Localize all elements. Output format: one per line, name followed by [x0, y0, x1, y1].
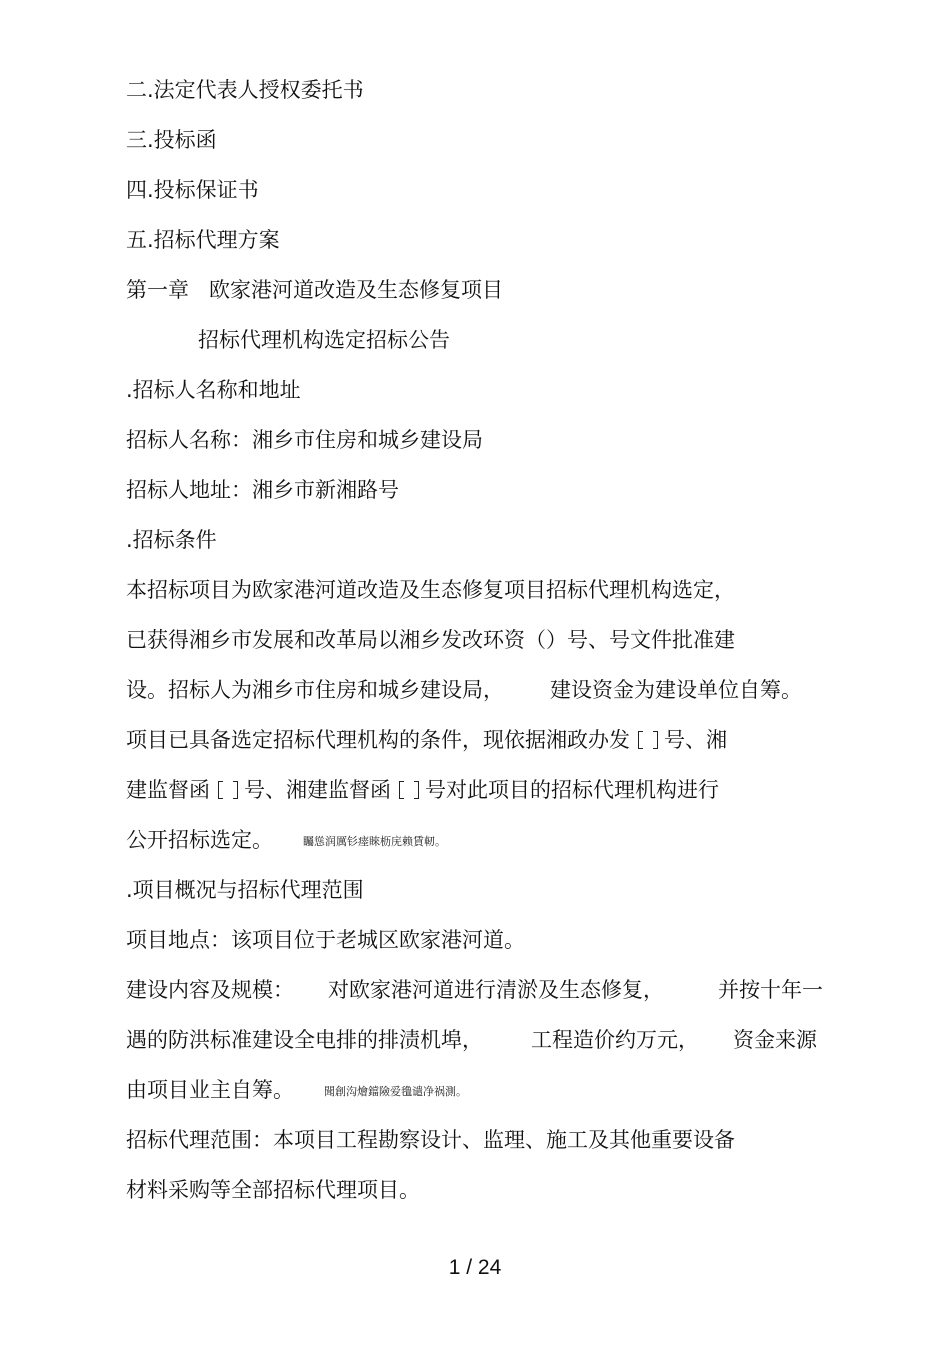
paragraph-line: [126, 726, 727, 754]
chapter-subheading: 招标代理机构选定招标公告: [198, 328, 450, 352]
paragraph-segment: 建设资金为建设单位自筹。: [550, 678, 802, 702]
paragraph-line: 招标人地址：湘乡市新湘路号: [126, 478, 399, 502]
paragraph-segment: 工程造价约万元，: [531, 1028, 699, 1052]
paragraph-segment: 遇的防洪标准建设全电排的排渍机埠，: [126, 1028, 483, 1052]
section-heading: .项目概况与招标代理范围: [126, 878, 364, 902]
paragraph-line: [126, 776, 719, 804]
paragraph-segment: 建设内容及规模：: [126, 978, 294, 1002]
bracket-right-icon: [653, 731, 658, 749]
paragraph-line: [126, 976, 823, 1004]
paragraph-line: [126, 676, 802, 704]
paragraph-line: [126, 1076, 467, 1106]
paragraph-segment: 并按十年一: [718, 978, 823, 1002]
paragraph-line: 本招标项目为欧家港河道改造及生态修复项目招标代理机构选定，: [126, 578, 735, 602]
paragraph-segment: 建监督函: [126, 778, 210, 802]
page-number: 1 / 24: [448, 1256, 502, 1279]
chapter-heading: 第一章 欧家港河道改造及生态修复项目: [126, 278, 504, 302]
bracket-left-icon: [218, 781, 223, 799]
bracket-right-icon: [414, 781, 419, 799]
watermark-text: 矚慫润厲钐瘗睞枥庑赖賃軔。: [303, 835, 446, 848]
toc-item: 四.投标保证书: [126, 178, 259, 202]
paragraph-line: [126, 826, 446, 856]
paragraph-line: 招标人名称：湘乡市住房和城乡建设局: [126, 428, 483, 452]
paragraph-segment: 项目已具备选定招标代理机构的条件，现依据湘政办发: [126, 728, 630, 752]
toc-item: 五.招标代理方案: [126, 228, 280, 252]
paragraph-segment: 对欧家港河道进行清淤及生态修复，: [328, 978, 664, 1002]
paragraph-segment: 设。招标人为湘乡市住房和城乡建设局，: [126, 678, 504, 702]
bracket-left-icon: [638, 731, 643, 749]
paragraph-line: 招标代理范围：本项目工程勘察设计、监理、施工及其他重要设备: [126, 1128, 735, 1152]
paragraph-segment: 号、湘建监督函: [244, 778, 391, 802]
paragraph-line: 材料采购等全部招标代理项目。: [126, 1178, 420, 1202]
bracket-right-icon: [233, 781, 238, 799]
section-heading: .招标人名称和地址: [126, 378, 301, 402]
section-heading: .招标条件: [126, 528, 217, 552]
paragraph-line: [126, 1026, 817, 1054]
toc-item: 二.法定代表人授权委托书: [126, 78, 364, 102]
toc-item: 三.投标函: [126, 128, 217, 152]
paragraph-segment: 号对此项目的招标代理机构进行: [425, 778, 719, 802]
bracket-left-icon: [399, 781, 404, 799]
paragraph-segment: 资金来源: [733, 1028, 817, 1052]
paragraph-line: 项目地点：该项目位于老城区欧家港河道。: [126, 928, 525, 952]
watermark-text: 聞創沟燴鐺險爱氇谴净祸測。: [324, 1085, 467, 1098]
paragraph-segment: 号、湘: [664, 728, 727, 752]
paragraph-segment: 由项目业主自筹。: [126, 1078, 294, 1102]
paragraph-segment: 公开招标选定。: [126, 828, 273, 852]
paragraph-line: 已获得湘乡市发展和改革局以湘乡发改环资（）号、号文件批准建: [126, 628, 735, 652]
